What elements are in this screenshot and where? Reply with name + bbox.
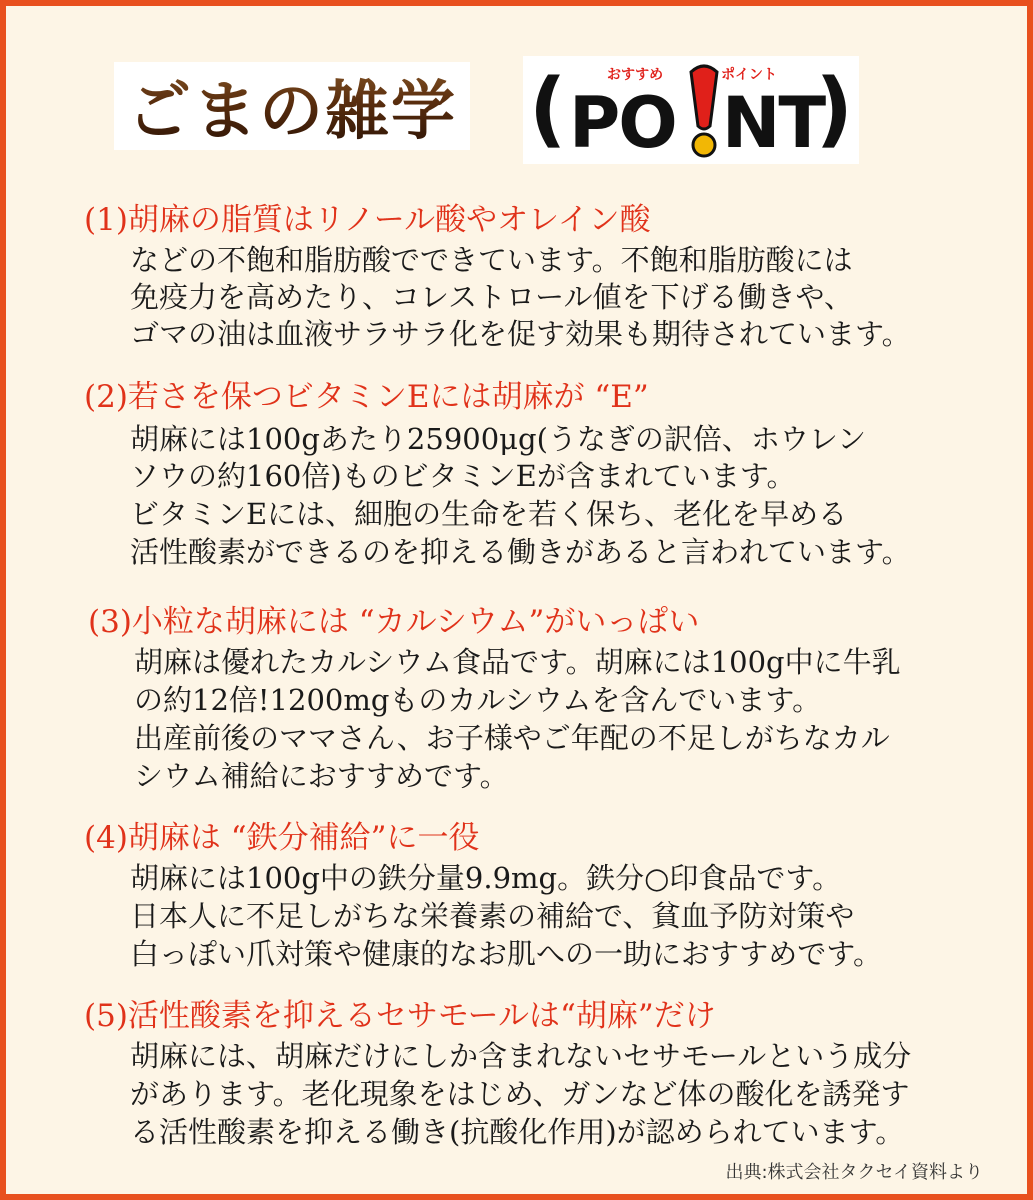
left-bracket: (: [529, 62, 567, 157]
point-subtitle-right: ポイント: [721, 67, 777, 83]
point-subtitle-left: おすすめ: [607, 67, 664, 83]
section-body-line: 胡麻には100g中の鉄分量9.9mg。鉄分○印食品です。: [130, 861, 842, 895]
section-body-line: 胡麻には、胡麻だけにしか含まれないセサモールという成分: [130, 1039, 912, 1073]
section-body-line: ビタミンEには、細胞の生命を若く保ち、老化を早める: [130, 497, 848, 531]
section-body-line: る活性酸素を抑える働き(抗酸化作用)が認められています。: [130, 1115, 905, 1149]
section-body-line: 胡麻は優れたカルシウム食品です。胡麻には100g中に牛乳: [134, 645, 901, 679]
exclamation-icon: [683, 60, 725, 160]
logo-title: ごまの雑学: [127, 60, 457, 152]
point-word-right: NT: [721, 82, 825, 164]
point-word-left: PO: [569, 82, 676, 164]
section-body-line: の約12倍!1200mgものカルシウムを含んでいます。: [134, 683, 822, 717]
section-body-line: があります。老化現象をはじめ、ガンなど体の酸化を誘発す: [130, 1077, 910, 1111]
point-logo: [523, 56, 859, 164]
section-body-line: 出産前後のママさん、お子様やご年配の不足しがちなカル: [134, 721, 890, 755]
section-body-line: シウム補給におすすめです。: [134, 759, 509, 793]
section-body-line: 免疫力を高めたり、コレストロール値を下げる働きや、: [130, 280, 853, 314]
section-body-line: 活性酸素ができるのを抑える働きがあると言われています。: [130, 535, 911, 569]
section-body-line: ソウの約160倍)ものビタミンEが含まれています。: [130, 459, 796, 493]
section-body-line: 胡麻には100gあたり25900μg(うなぎの訳倍、ホウレン: [130, 422, 867, 456]
section-heading: (1)胡麻の脂質はリノール酸やオレイン酸: [84, 202, 651, 238]
goma-trivia-logo: [114, 62, 470, 150]
section-body-line: ゴマの油は血液サラサラ化を促す効果も期待されています。: [130, 317, 911, 351]
section-heading: (3)小粒な胡麻には “カルシウム”がいっぱい: [88, 604, 700, 640]
section-body-line: 白っぽい爪対策や健康的なお肌への一助におすすめです。: [130, 937, 882, 971]
section-body-line: 日本人に不足しがちな栄養素の補給で、貧血予防対策や: [130, 899, 855, 933]
section-body-line: などの不飽和脂肪酸でできています。不飽和脂肪酸には: [130, 243, 853, 277]
section-heading: (5)活性酸素を抑えるセサモールは“胡麻”だけ: [84, 998, 716, 1034]
right-bracket: ): [815, 62, 853, 157]
section-heading: (2)若さを保つビタミンEには胡麻が “E”: [84, 379, 649, 415]
section-heading: (4)胡麻は “鉄分補給”に一役: [84, 820, 480, 856]
source-credit: 出典:株式会社タクセイ資料より: [725, 1162, 983, 1183]
